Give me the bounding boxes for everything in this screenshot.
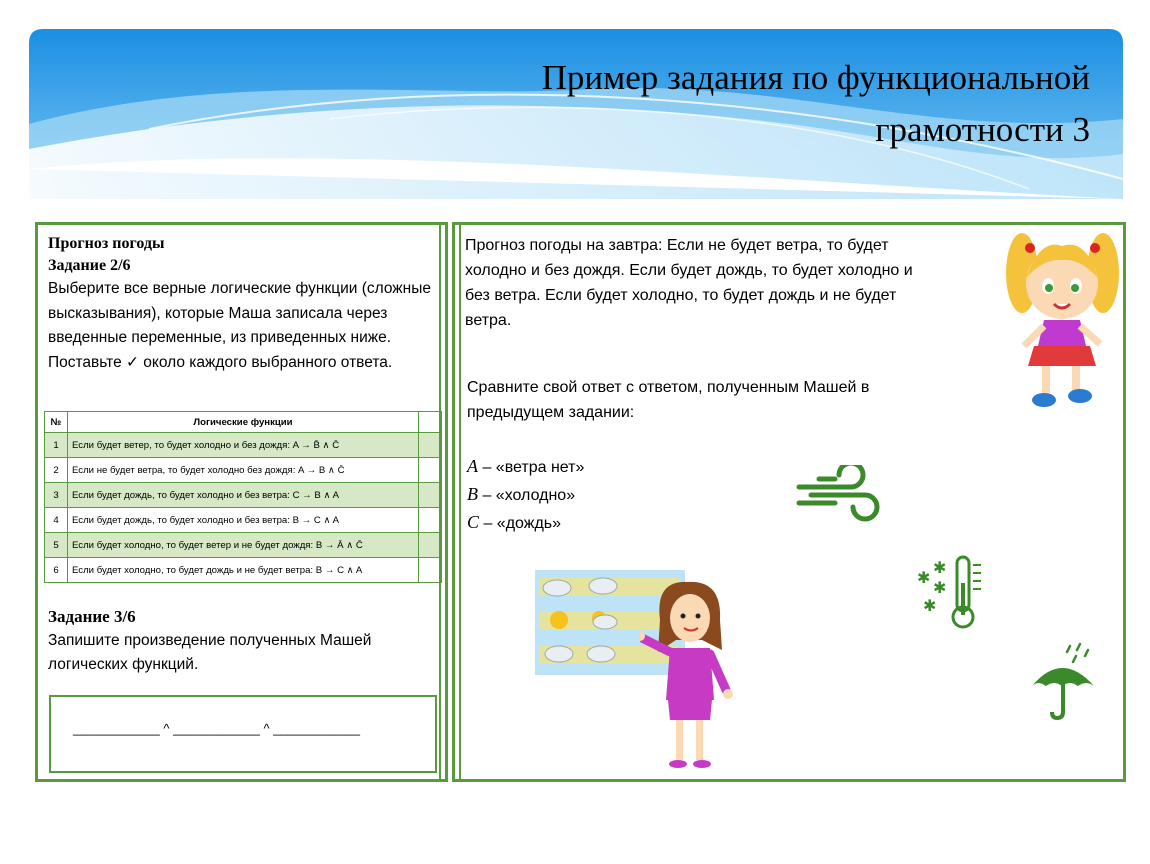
row-num: 6 bbox=[45, 558, 68, 583]
table-row bbox=[45, 508, 442, 533]
table-row bbox=[45, 483, 442, 508]
slide-title bbox=[440, 52, 1090, 156]
panel-heading: Прогноз погоды bbox=[48, 235, 165, 252]
table-row bbox=[45, 458, 442, 483]
task2-text: Выберите все верные логические функции (сложные высказывания), которые Маша записала через введенные переменные, из приведенных ниже. Поставьте ✓ около каждого выбранного ответа. bbox=[48, 280, 431, 371]
table-row bbox=[45, 533, 442, 558]
title-line-1: Пример задания по функциональной bbox=[541, 58, 1090, 97]
compare-text: Сравните свой ответ с ответом, полученным Машей в предыдущем задании: bbox=[467, 379, 870, 421]
row-text: Если будет ветер, то будет холодно и без дождя: A → B̄ ∧ C̄ bbox=[68, 433, 419, 458]
table-header-row bbox=[45, 412, 442, 433]
task2-title: Задание 2/6 bbox=[48, 257, 131, 274]
answer-template: ____________ ^ ____________ ^ ____________ bbox=[73, 721, 360, 736]
check-cell[interactable] bbox=[419, 483, 442, 508]
header-functions: Логические функции bbox=[68, 412, 419, 433]
umbrella-rain-icon bbox=[1030, 640, 1100, 720]
svg-text:✱: ✱ bbox=[923, 596, 937, 615]
variable-a: A – «ветра нет» bbox=[467, 456, 585, 476]
row-text: Если будет холодно, то будет дождь и не будет ветра: B → C ∧ A bbox=[68, 558, 419, 583]
title-line-2: грамотности 3 bbox=[875, 110, 1090, 149]
table-row bbox=[45, 558, 442, 583]
girl-illustration bbox=[1000, 228, 1125, 418]
wind-icon bbox=[795, 465, 883, 523]
check-cell[interactable] bbox=[419, 533, 442, 558]
forecast-intro: Прогноз погоды на завтра: Если не будет ветра, то будет холодно и без дождя. Если будет дождь, то будет холодно и без ветра. Если будет холодно, то будет дождь и не будет ветра. bbox=[465, 237, 913, 329]
right-info-panel bbox=[452, 222, 1126, 782]
header-num: № bbox=[45, 412, 68, 433]
row-text: Если не будет ветра, то будет холодно без дождя: A → B ∧ C̄ bbox=[68, 458, 419, 483]
variable-b: B – «холодно» bbox=[467, 484, 576, 504]
variable-c: C – «дождь» bbox=[467, 512, 562, 532]
left-task-panel bbox=[35, 222, 448, 782]
svg-text:✱: ✱ bbox=[917, 568, 931, 587]
check-cell[interactable] bbox=[419, 433, 442, 458]
check-cell[interactable] bbox=[419, 508, 442, 533]
svg-text:✱: ✱ bbox=[933, 558, 947, 577]
variables-list bbox=[467, 453, 584, 537]
task3-text: Запишите произведение полученных Машей логических функций. bbox=[48, 632, 372, 673]
logic-functions-table bbox=[44, 411, 442, 583]
row-num: 4 bbox=[45, 508, 68, 533]
table-row bbox=[45, 433, 442, 458]
row-text: Если будет дождь, то будет холодно и без ветра: C → B ∧ A bbox=[68, 483, 419, 508]
header-check bbox=[419, 412, 442, 433]
check-cell[interactable] bbox=[419, 558, 442, 583]
row-num: 3 bbox=[45, 483, 68, 508]
row-text: Если будет дождь, то будет холодно и без ветра: B → C ∧ A bbox=[68, 508, 419, 533]
row-num: 1 bbox=[45, 433, 68, 458]
check-cell[interactable] bbox=[419, 458, 442, 483]
svg-text:✱: ✱ bbox=[933, 578, 947, 597]
teacher-illustration bbox=[640, 580, 750, 770]
row-num: 2 bbox=[45, 458, 68, 483]
task3-title: Задание 3/6 bbox=[48, 607, 136, 626]
row-num: 5 bbox=[45, 533, 68, 558]
answer-box[interactable] bbox=[49, 695, 437, 773]
cold-thermometer-icon bbox=[915, 553, 990, 633]
row-text: Если будет холодно, то будет ветер и не будет дождя: B → Ā ∧ C̄ bbox=[68, 533, 419, 558]
